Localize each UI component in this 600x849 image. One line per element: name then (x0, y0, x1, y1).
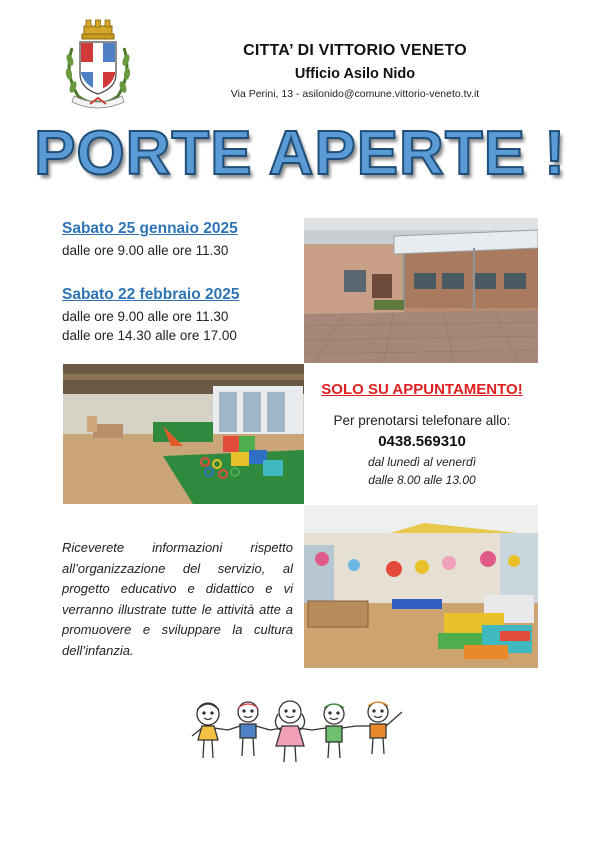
date-hours-february-afternoon: dalle ore 14.30 alle ore 17.00 (62, 328, 237, 343)
city-name: CITTA’ DI VITTORIO VENETO (243, 42, 467, 59)
booking-days: dal lunedì al venerdì (367, 455, 477, 469)
crown-icon (82, 20, 114, 39)
date-hours-february-morning: dalle ore 9.00 alle ore 11.30 (62, 309, 229, 324)
page-title: PORTE APERTE ! (34, 119, 566, 188)
booking-instruction: Per prenotarsi telefonare allo: (333, 413, 511, 428)
photo-building-exterior (304, 218, 538, 363)
city-crest-logo (62, 18, 134, 110)
description-text: Riceverete informazioni rispetto all’organizzazione del servizio, al progetto educativo e didattico e vi verranno illustrate tutte le attività atte a promuovere e sviluppare la cultura dell’infanzia. (62, 540, 293, 658)
date-heading-january: Sabato 25 gennaio 2025 (62, 220, 238, 237)
children-drawing-icon (188, 696, 418, 768)
photo-playroom (63, 364, 304, 504)
appointment-only-label: SOLO SU APPUNTAMENTO! (321, 381, 523, 398)
date-hours-january: dalle ore 9.00 alle ore 11.30 (62, 243, 229, 258)
photo-classroom (304, 505, 538, 668)
office-address: Via Perini, 13 - asilonido@comune.vittorio-veneto.tv.it (230, 88, 480, 100)
phone-number[interactable]: 0438.569310 (378, 433, 466, 450)
booking-hours: dalle 8.00 alle 13.00 (368, 473, 476, 487)
office-name: Ufficio Asilo Nido (294, 66, 416, 82)
date-heading-february: Sabato 22 febbraio 2025 (62, 286, 240, 303)
